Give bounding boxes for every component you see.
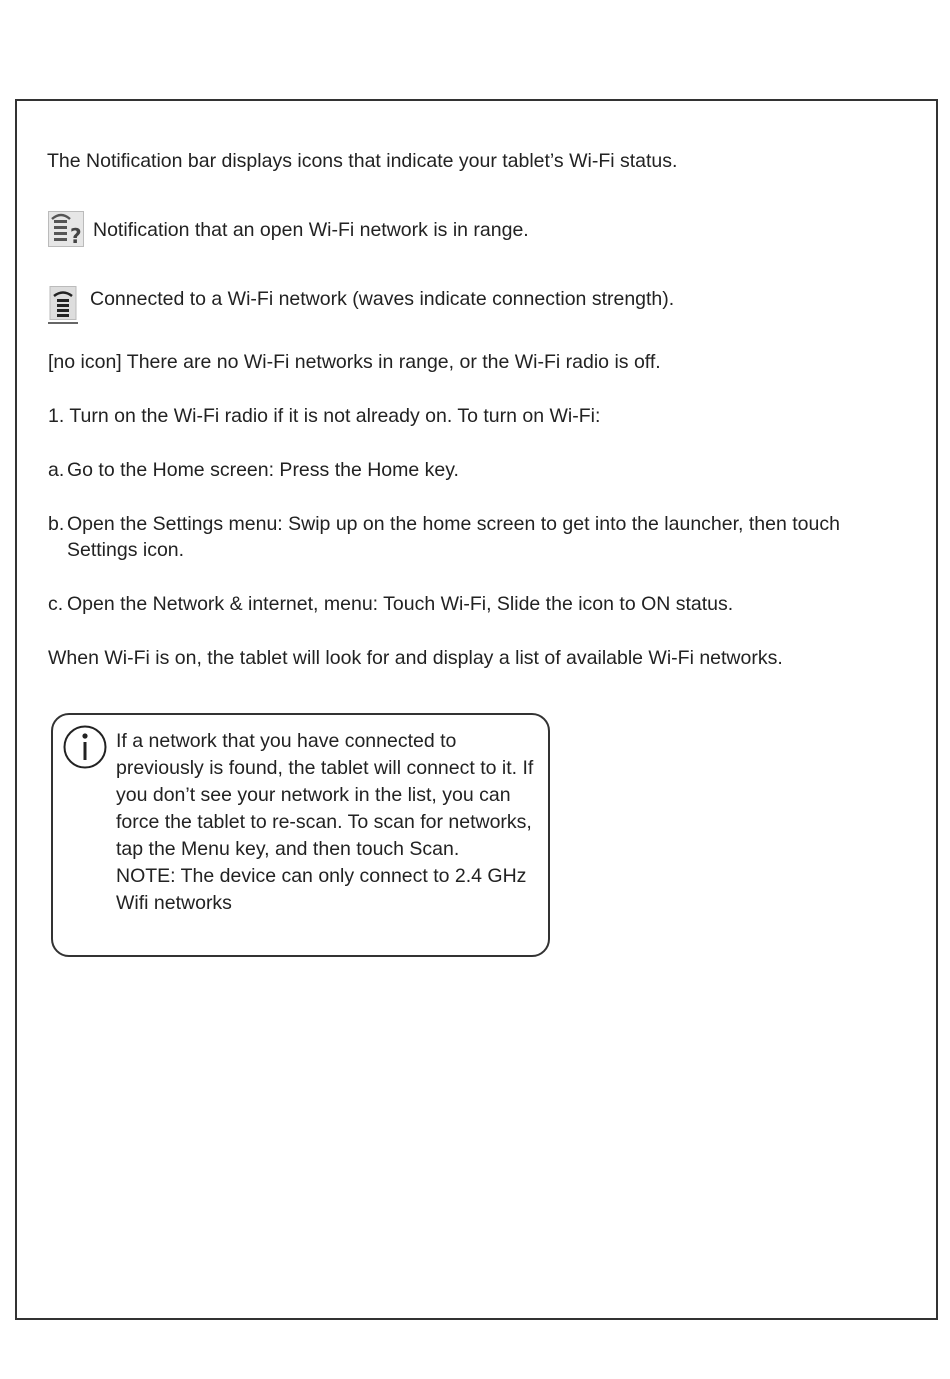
wifi-question-icon: [48, 211, 84, 247]
step-1-text: 1. Turn on the Wi-Fi radio if it is not already on. To turn on Wi-Fi:: [48, 405, 601, 427]
wifi-connected-icon: [48, 286, 78, 324]
icon-row-2-text: Connected to a Wi-Fi network (waves indicate connection strength).: [90, 288, 675, 310]
substep-a: [48, 457, 908, 483]
substep-c-marker: c.: [48, 593, 64, 615]
intro-text: The Notification bar displays icons that indicate your tablet’s Wi-Fi status.: [47, 150, 678, 172]
substep-b-text: Open the Settings menu: Swip up on the home screen to get into the launcher, then touch Settings icon.: [67, 513, 840, 561]
note-content: [116, 728, 541, 917]
substep-c-text: Open the Network & internet, menu: Touch Wi-Fi, Slide the icon to ON status.: [67, 593, 734, 615]
substep-a-text: Go to the Home screen: Press the Home key.: [67, 459, 459, 481]
substep-b: [48, 511, 908, 563]
icon-row-1-text: Notification that an open Wi-Fi network is in range.: [93, 219, 529, 241]
note-box: [51, 713, 550, 957]
info-icon: [63, 725, 107, 769]
svg-text:?: ?: [70, 224, 82, 247]
no-icon-text: [no icon] There are no Wi-Fi networks in range, or the Wi-Fi radio is off.: [48, 351, 661, 373]
substep-a-marker: a.: [48, 459, 65, 481]
wifi-on-text: When Wi-Fi is on, the tablet will look for and display a list of available Wi-Fi networks.: [48, 647, 783, 669]
substep-c: [48, 591, 908, 617]
substep-b-marker: b.: [48, 513, 65, 535]
page-frame: [15, 99, 938, 1320]
note-device-limit: NOTE: The device can only connect to 2.4 GHz Wifi networks: [116, 865, 527, 914]
note-paragraph: If a network that you have connected to previously is found, the tablet will connect to it. If you don’t see your network in the list, you can force the tablet to re-scan. To scan for networks, tap the Menu key, and then touch Scan.: [116, 730, 534, 860]
